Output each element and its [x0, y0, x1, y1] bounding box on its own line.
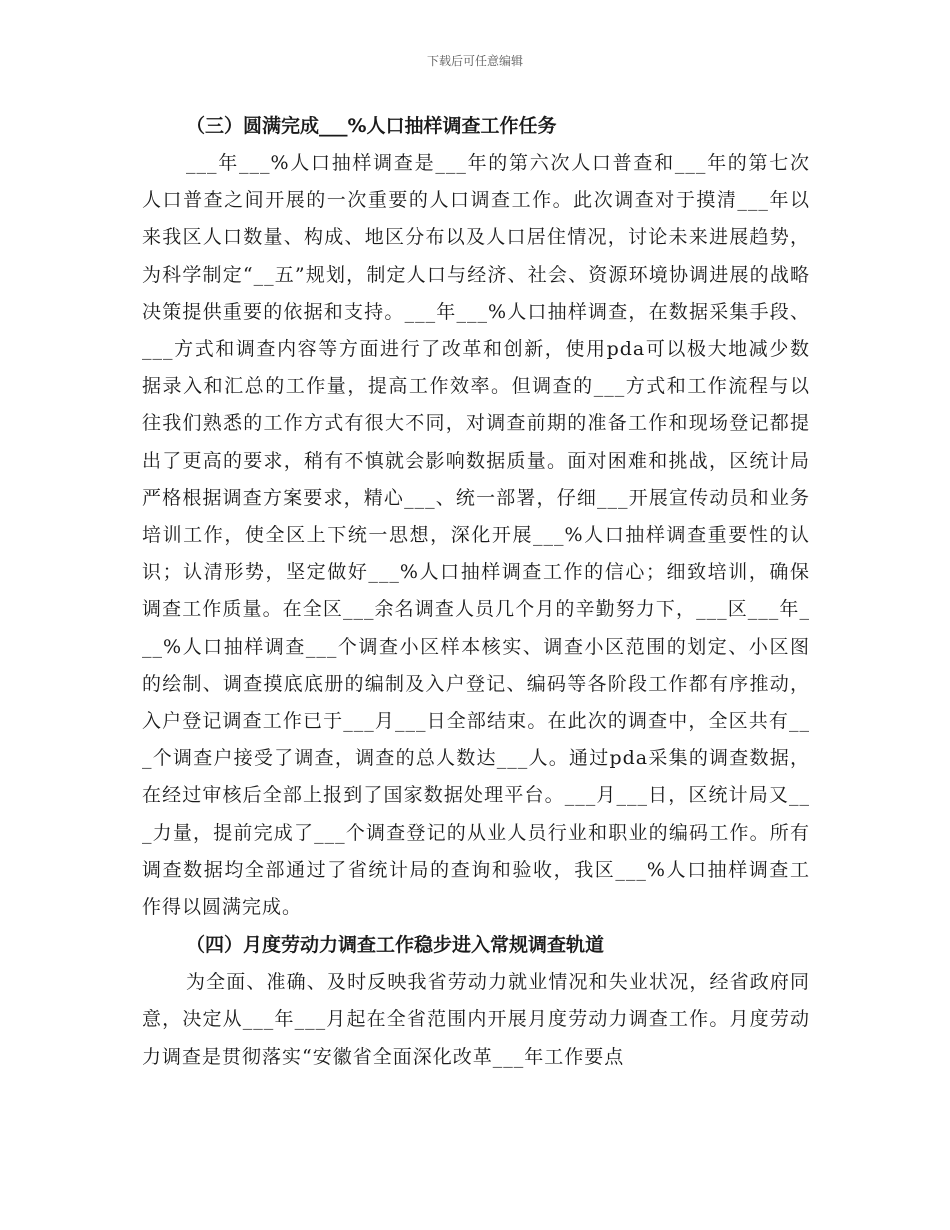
page-header: 下载后可任意编辑 — [426, 54, 523, 68]
section-paragraph-4: 为全面、准确、及时反映我省劳动力就业情况和失业状况，经省政府同意，决定从___年___月起在全省范围内开展月度劳动力调查工作。月度劳动力调查是贯彻落实“安徽省全面深化改革___年工作要点 — [142, 971, 810, 1068]
section-heading-4: （四）月度劳动力调查工作稳步进入常规调查轨道 — [186, 934, 605, 957]
document-body — [142, 108, 810, 1076]
section-heading-3: （三）圆满完成___%人口抽样调查工作任务 — [186, 115, 557, 137]
section-paragraph-3: ___年___%人口抽样调查是___年的第六次人口普查和___年的第七次人口普查之间开展的一次重要的人口调查工作。此次调查对于摸清___年以来我区人口数量、构成、地区分布以及人口居住情况，讨论未来进展趋势，为科学制定“__五”规划，制定人口与经济、社会、资源环境协调进展的战略决策提供重要的依据和支持。___年___%人口抽样调查，在数据采集手段、___方式和调查内容等方面进行了改革和创新，使用pda可以极大地减少数据录入和汇总的工作量，提高工作效率。但调查的___方式和工作流程与以往我们熟悉的工作方式有很大不同，对调查前期的准备工作和现场登记都提出了更高的要求，稍有不慎就会影响数据质量。面对困难和挑战，区统计局严格根据调查方案要求，精心___、统一部署，仔细___开展宣传动员和业务培训工作，使全区上下统一思想，深化开展___%人口抽样调查重要性的认识；认清形势，坚定做好___%人口抽样调查工作的信心；细致培训，确保调查工作质量。在全区___余名调查人员几个月的辛勤努力下，___区___年___%人口抽样调查___个调查小区样本核实、调查小区范围的划定、小区图的绘制、调查摸底底册的编制及入户登记、编码等各阶段工作都有序推动，入户登记调查工作已于___月___日全部结束。在此次的调查中，全区共有___个调查户接受了调查，调查的总人数达___人。通过pda采集的调查数据，在经过审核后全部上报到了国家数据处理平台。___月___日，区统计局又___力量，提前完成了___个调查登记的从业人员行业和职业的编码工作。所有调查数据均全部通过了省统计局的查询和验收，我区___%人口抽样调查工作得以圆满完成。 — [142, 152, 810, 919]
